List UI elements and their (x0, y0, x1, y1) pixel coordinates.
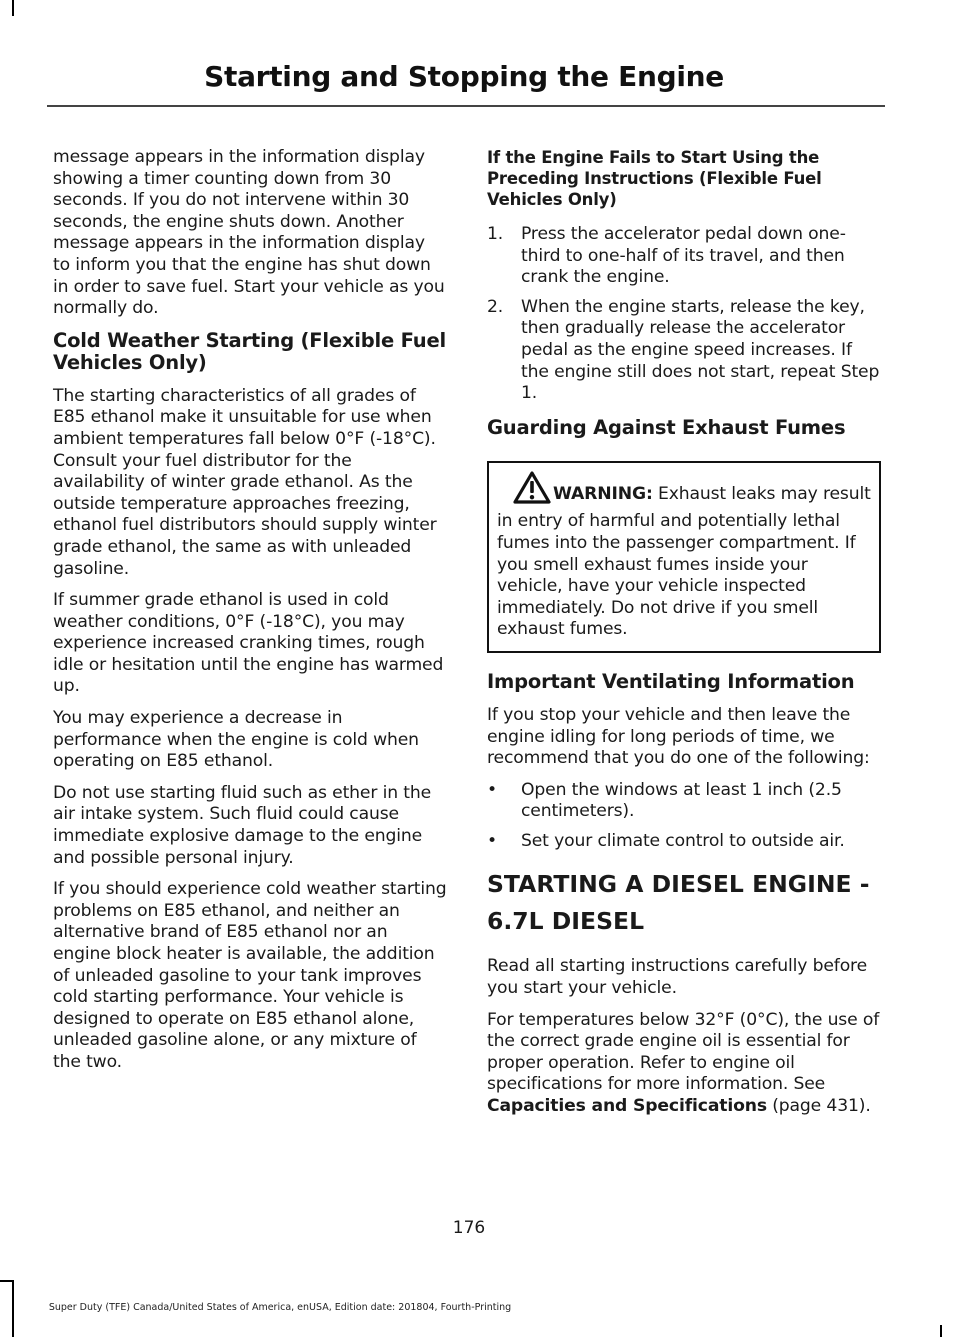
list-item (487, 831, 881, 853)
warning-text (497, 471, 871, 641)
page-reference: (page 431). (766, 1096, 871, 1117)
heading-diesel-line2: 6.7L DIESEL (487, 907, 645, 936)
paragraph-performance-decrease: You may experience a decrease in performance when the engine is cold when operating on E85 ethanol. (53, 708, 419, 772)
page-number: 176 (452, 1218, 486, 1238)
warning-body: Exhaust leaks may result in entry of harmful and potentially lethal fumes into the passenger compartment. If you smell exhaust fumes inside your vehicle, have your vehicle inspected immediately. Do not drive if you smell exhaust fumes. (497, 483, 871, 640)
heading-diesel-line1: STARTING A DIESEL ENGINE - (487, 870, 870, 899)
heading-diesel-engine (487, 866, 881, 940)
footer-edition: Super Duty (TFE) Canada/United States of America, enUSA, Edition date: 201804, Fourth-Printing (48, 1302, 512, 1313)
bullet-text: Set your climate control to outside air. (521, 830, 845, 851)
step-text: Press the accelerator pedal down one-third to one-half of its travel, and then crank the engine. (521, 224, 846, 288)
paragraph-starting-characteristics: The starting characteristics of all grades of E85 ethanol make it unsuitable for use when ambient temperatures fall below 0°F (-18°C). Consult your fuel distributor for the availability of winter grade ethanol. As the outside temperature approaches freezing, ethanol fuel distributors should supply winter grade ethanol, the same as with unleaded gasoline. (53, 385, 437, 579)
crop-mark-bottom-left-h (0, 1280, 14, 1282)
crop-mark-bottom-right (940, 1325, 942, 1337)
paragraph-ventilating: If you stop your vehicle and then leave the engine idling for long periods of time, we recommend that you do one of the following: (487, 704, 870, 769)
left-column (53, 147, 447, 1084)
step-number: 1. (487, 224, 504, 244)
paragraph-cold-starting-problems: If you should experience cold weather starting problems on E85 ethanol, and neither an alternative brand of E85 ethanol nor an engine block heater is available, the addition of unleaded gasoline to your tank improves cold starting performance. Your vehicle is designed to operate on E85 ethanol alone, unleaded gasoline alone, or any mixture of the two. (53, 879, 447, 1072)
warning-triangle-icon (513, 471, 551, 512)
bullet-mark: • (487, 779, 497, 800)
paragraph-summer-grade: If summer grade ethanol is used in cold weather conditions, 0°F (-18°C), you may experience increased cranking times, rough idle or hesitation until the engine has warmed up. (53, 590, 444, 697)
warning-label: WARNING: (553, 483, 653, 504)
warning-box (487, 461, 881, 653)
heading-engine-fails: If the Engine Fails to Start Using the Preceding Instructions (Flexible Fuel Vehicles Only) (487, 148, 822, 209)
list-item (487, 780, 881, 823)
bullet-mark: • (487, 830, 497, 851)
paragraph-timer-message: message appears in the information display showing a timer counting down from 30 seconds. If you do not intervene within 30 seconds, the engine shuts down. Another message appears in the information display to inform you that the engine has shut down in order to save fuel. Start your vehicle as you normally do. (53, 147, 445, 319)
temperatures-text: For temperatures below 32°F (0°C), the use of the correct grade engine oil is essential for proper operation. Refer to engine oil specifications for more information. See (487, 1009, 880, 1095)
list-item (487, 297, 881, 405)
right-column (487, 147, 881, 1128)
ventilation-list (487, 780, 881, 853)
list-item (487, 224, 881, 289)
heading-ventilating: Important Ventilating Information (487, 669, 855, 693)
bullet-text: Open the windows at least 1 inch (2.5 centimeters). (521, 779, 842, 822)
step-text: When the engine starts, release the key, then gradually release the accelerator pedal as the engine speed increases. If the engine still does not start, repeat Step 1. (521, 296, 880, 404)
step-number: 2. (487, 296, 504, 317)
paragraph-starting-fluid: Do not use starting fluid such as ether in the air intake system. Such fluid could cause immediate explosive damage to the engine and possible personal injury. (53, 782, 432, 868)
steps-list (487, 224, 881, 405)
heading-cold-weather: Cold Weather Starting (Flexible Fuel Vehicles Only) (53, 328, 446, 374)
page-title: Starting and Stopping the Engine (204, 60, 724, 93)
paragraph-read-instructions: Read all starting instructions carefully before you start your vehicle. (487, 956, 868, 999)
capacities-specifications-link[interactable]: Capacities and Specifications (487, 1096, 767, 1117)
title-divider (47, 105, 885, 107)
crop-mark-top-left (12, 0, 14, 16)
paragraph-temperatures (487, 1010, 881, 1118)
heading-exhaust-fumes: Guarding Against Exhaust Fumes (487, 415, 846, 439)
